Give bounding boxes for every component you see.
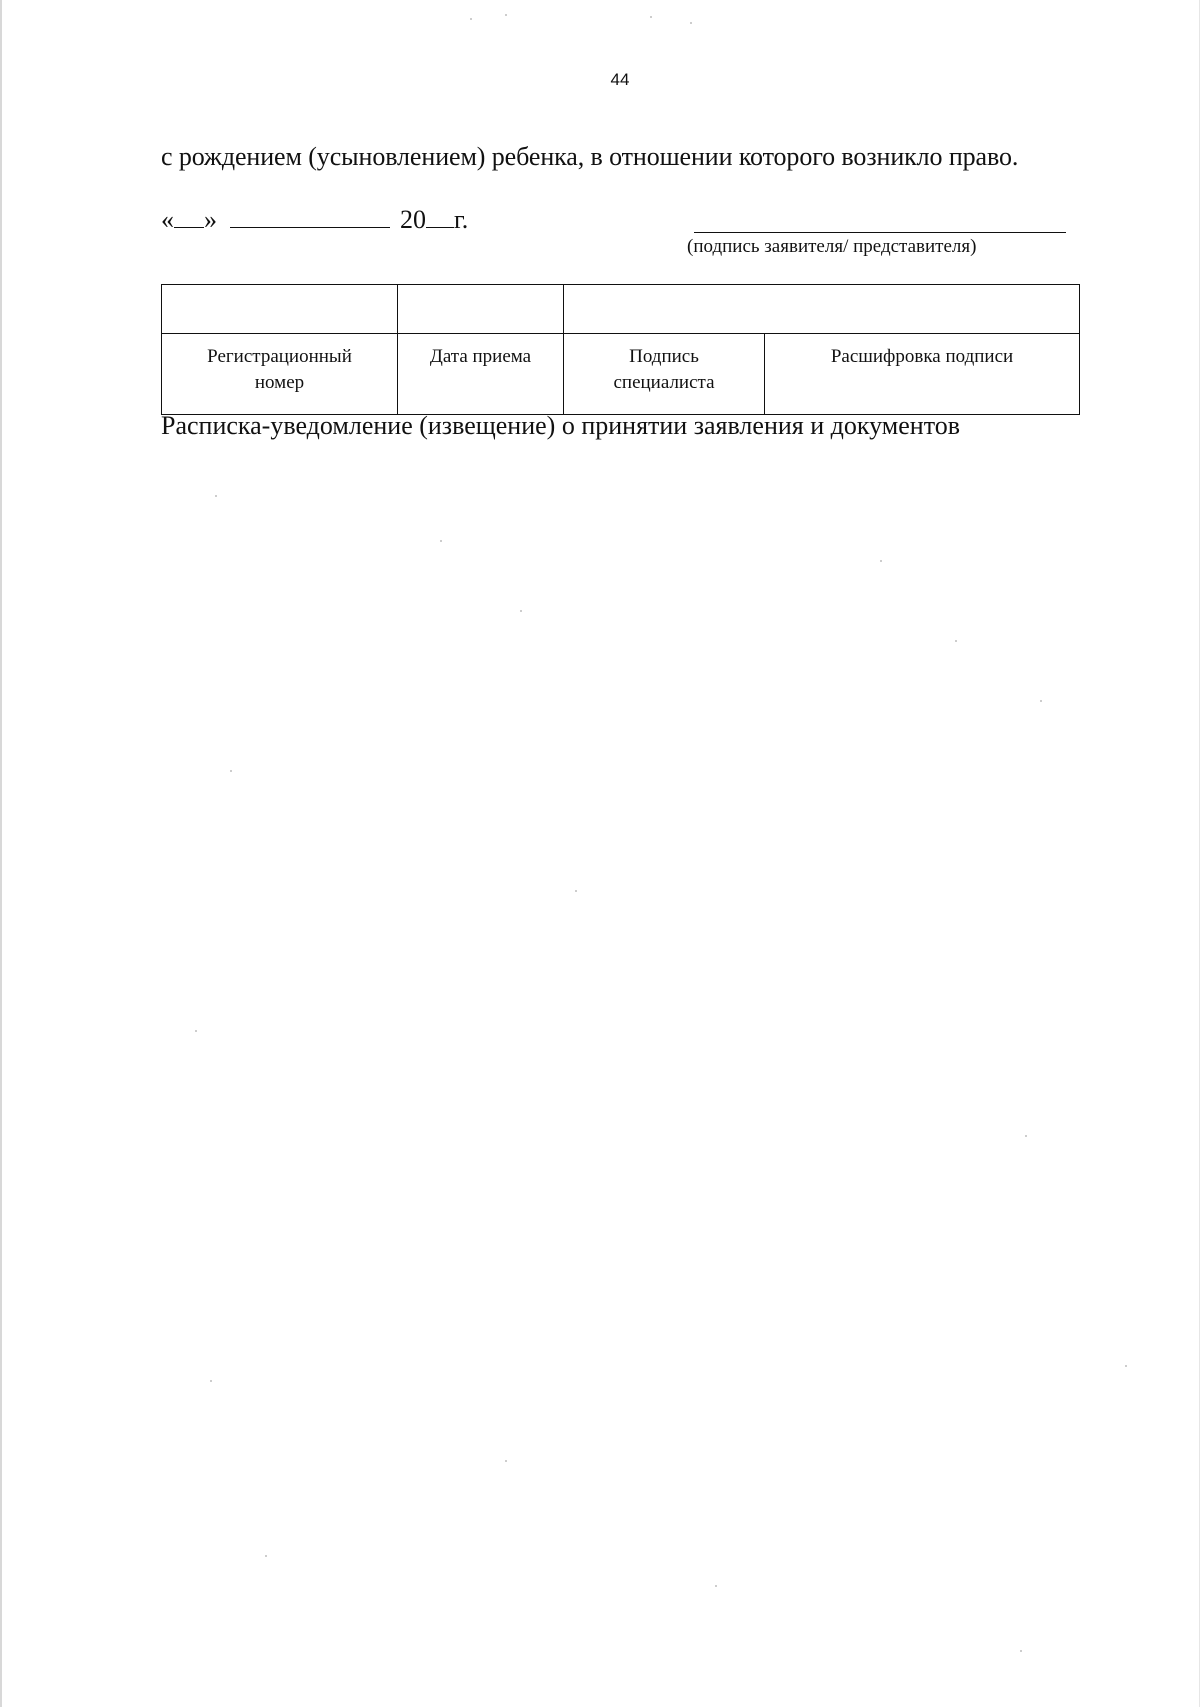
date-line <box>161 205 468 235</box>
month-blank <box>230 205 390 228</box>
table-row-blank <box>162 285 1080 334</box>
header-signature-transcript: Расшифровка подписи <box>765 334 1080 415</box>
year-blank <box>426 205 454 228</box>
day-blank <box>174 205 204 228</box>
date-open-quote: « <box>161 205 174 234</box>
year-suffix: г. <box>454 205 469 234</box>
continuation-text: с рождением (усыновлением) ребенка, в отношении которого возникло право. <box>161 142 1019 171</box>
table-cell-blank <box>564 285 1080 334</box>
signature-caption: (подпись заявителя/ представителя) <box>687 236 977 257</box>
table-row-headers <box>162 334 1080 415</box>
date-close-quote: » <box>204 205 217 234</box>
table-cell-blank <box>162 285 398 334</box>
header-date-received: Дата приема <box>398 334 564 415</box>
receipt-table <box>161 284 1080 415</box>
header-specialist-signature: Подпись специалиста <box>564 334 765 415</box>
header-registration-number: Регистрационный номер <box>162 334 398 415</box>
table-cell-blank <box>398 285 564 334</box>
signature-line <box>694 232 1066 233</box>
receipt-title: Расписка-уведомление (извещение) о принятии заявления и документов <box>161 411 960 440</box>
page-number: 44 <box>610 70 630 89</box>
scan-edge-left <box>0 0 2 1707</box>
year-prefix: 20 <box>400 205 426 234</box>
